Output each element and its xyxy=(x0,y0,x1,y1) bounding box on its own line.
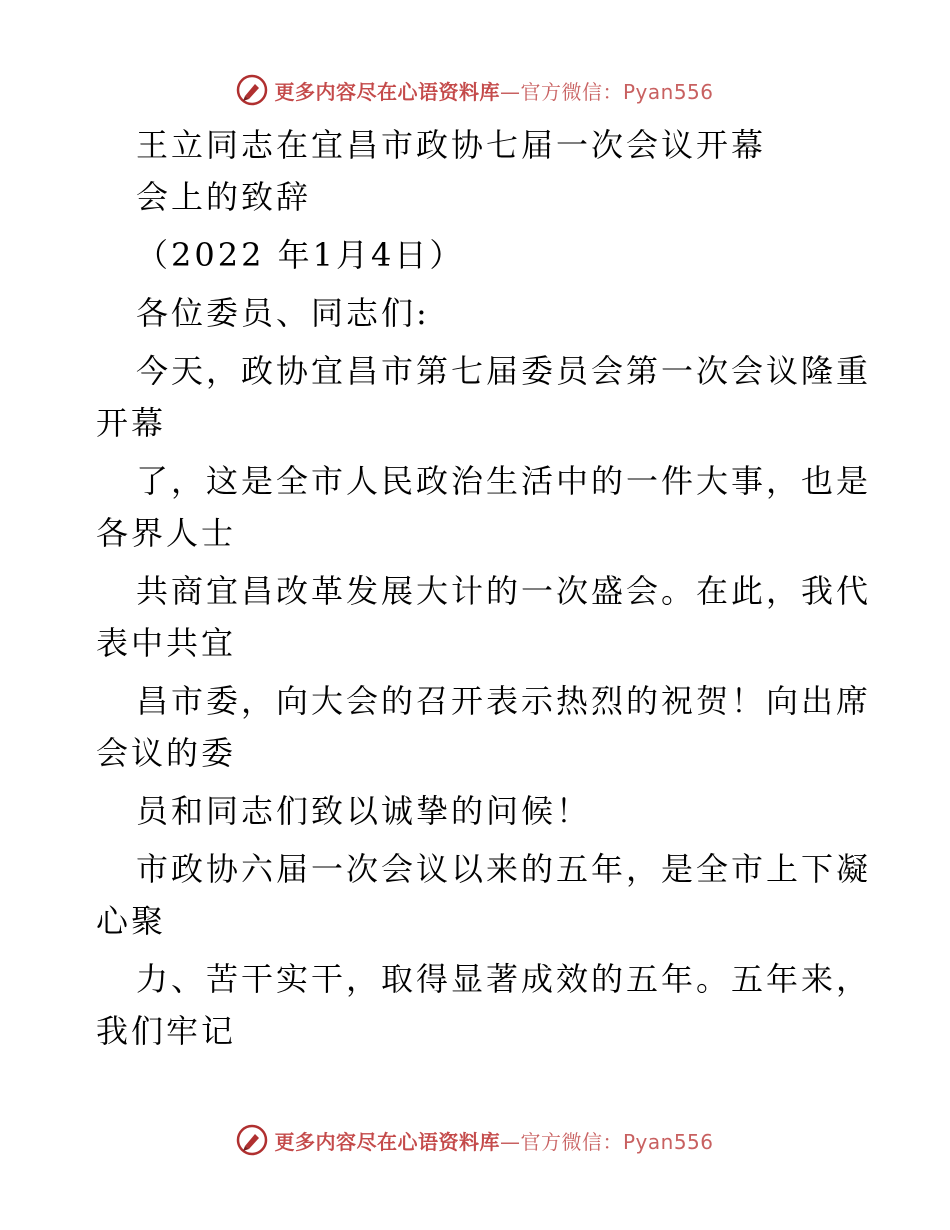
paragraph-line: 市政协六届一次会议以来的五年，是全市上下凝 xyxy=(136,850,872,888)
document-body xyxy=(96,126,872,1050)
pen-logo-icon xyxy=(236,1124,268,1156)
paragraph-line: 力、苦干实干，取得显著成效的五年。五年来， xyxy=(136,960,872,998)
paragraph-line: 各界人士 xyxy=(96,514,237,552)
paragraph-line: 员和同志们致以诚挚的问候！ xyxy=(136,792,592,830)
watermark-banner-bottom xyxy=(0,1120,950,1160)
watermark-banner-top xyxy=(0,70,950,110)
doc-title-line1: 王立同志在宜昌市政协七届一次会议开幕 xyxy=(136,126,767,164)
paragraph-line: 了，这是全市人民政治生活中的一件大事，也是 xyxy=(136,462,872,500)
doc-date: （2022 年1月4日） xyxy=(136,236,465,274)
paragraph-line: 表中共宜 xyxy=(96,624,237,662)
paragraph-line: 昌市委，向大会的召开表示热烈的祝贺！向出席 xyxy=(136,682,872,720)
pen-logo-icon xyxy=(236,74,268,106)
paragraph-line: 我们牢记 xyxy=(96,1012,237,1050)
paragraph-line: 心聚 xyxy=(96,902,167,940)
paragraph-line: 共商宜昌改革发展大计的一次盛会。在此，我代 xyxy=(136,572,872,610)
paragraph-line: 今天，政协宜昌市第七届委员会第一次会议隆重 xyxy=(136,352,872,390)
watermark-text: 更多内容尽在心语资料库—官方微信：Pyan556 xyxy=(274,79,714,104)
doc-salutation: 各位委员、同志们: xyxy=(136,294,430,332)
paragraph-line: 开幕 xyxy=(96,404,167,442)
watermark-text: 更多内容尽在心语资料库—官方微信：Pyan556 xyxy=(274,1129,714,1154)
doc-title-line2: 会上的致辞 xyxy=(136,178,312,216)
paragraph-line: 会议的委 xyxy=(96,734,237,772)
